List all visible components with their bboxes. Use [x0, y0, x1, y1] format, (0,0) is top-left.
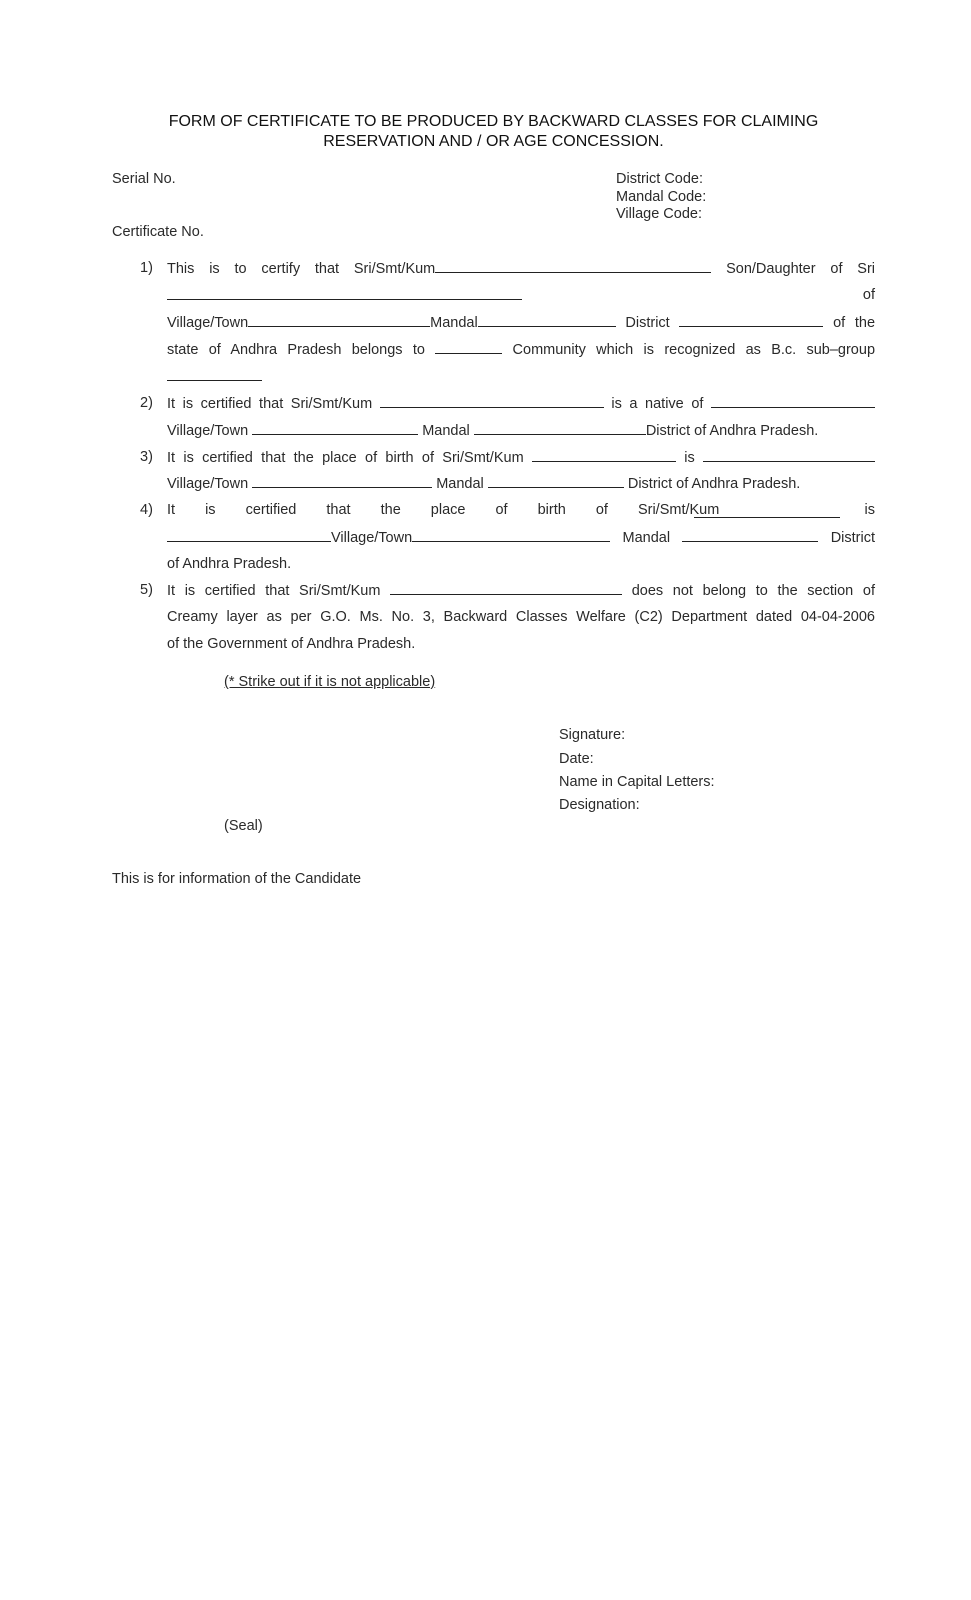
item-3-line-2	[167, 475, 875, 492]
text: Mandal	[422, 423, 470, 439]
text: It is certified that Sri/Smt/Kum	[167, 583, 381, 599]
mandal-blank[interactable]	[488, 475, 624, 488]
text: Village/Town	[167, 423, 249, 439]
text: Son/Daughter of Sri	[726, 261, 876, 277]
item-5-line-2: Creamy layer as per G.O. Ms. No. 3, Backward Classes Welfare (C2) Department dated 04-04-2006	[167, 609, 875, 625]
name-blank[interactable]	[532, 449, 676, 462]
item-number: 1)	[140, 260, 153, 276]
name-blank[interactable]	[694, 505, 840, 518]
seal-label: (Seal)	[224, 818, 263, 834]
text: Mandal	[436, 476, 484, 492]
text: This is to certify that Sri/Smt/Kum	[167, 261, 436, 277]
native-blank[interactable]	[711, 395, 875, 408]
village-code-label: Village Code:	[616, 206, 702, 222]
item-1-line-2	[167, 287, 875, 304]
father-name-blank[interactable]	[167, 287, 522, 300]
text: Village/Town	[331, 530, 413, 546]
item-1-line-1	[167, 260, 875, 277]
village-blank[interactable]	[412, 529, 610, 542]
item-5-line-3: of the Government of Andhra Pradesh.	[167, 636, 416, 652]
text: is	[684, 450, 695, 466]
text: District of Andhra Pradesh.	[645, 423, 819, 439]
item-2-line-1	[167, 395, 875, 412]
item-1-line-4	[167, 341, 875, 358]
text: is	[864, 502, 875, 518]
text: District	[625, 315, 670, 331]
item-4-line-3: of Andhra Pradesh.	[167, 556, 292, 572]
text: It is certified that the place of birth of Sri/Smt/Kum	[167, 450, 524, 466]
text: Mandal	[430, 315, 478, 331]
item-1-line-3	[167, 314, 875, 331]
item-2-line-2	[167, 422, 875, 439]
birthplace-blank[interactable]	[703, 449, 875, 462]
serial-no-label: Serial No.	[112, 171, 176, 187]
name-blank[interactable]	[390, 582, 622, 595]
subgroup-blank[interactable]	[167, 368, 262, 381]
signature-label: Signature:	[559, 727, 626, 743]
designation-label: Designation:	[559, 797, 640, 813]
text: Community which is recognized as B.c. sub–group	[512, 342, 876, 358]
mandal-blank[interactable]	[478, 314, 616, 327]
district-blank[interactable]	[679, 314, 823, 327]
certificate-no-label: Certificate No.	[112, 224, 204, 240]
form-title-line1: FORM OF CERTIFICATE TO BE PRODUCED BY BACKWARD CLASSES FOR CLAIMING	[168, 113, 819, 130]
item-1-line-5	[167, 368, 875, 385]
item-5-line-1	[167, 582, 875, 599]
strike-out-note: (* Strike out if it is not applicable)	[224, 674, 436, 690]
item-4-line-1	[167, 502, 875, 518]
name-blank[interactable]	[435, 260, 711, 273]
footer-note: This is for information of the Candidate	[112, 871, 362, 887]
village-blank[interactable]	[252, 475, 432, 488]
item-4-line-2	[167, 529, 875, 546]
text: It is certified that the place of birth of Sri/Smt/Kum	[167, 502, 720, 518]
date-label: Date:	[559, 751, 594, 767]
item-number: 5)	[140, 582, 153, 598]
text: is a native of	[611, 396, 704, 412]
village-blank[interactable]	[252, 422, 418, 435]
text: Mandal	[622, 530, 671, 546]
community-blank[interactable]	[435, 341, 502, 354]
district-code-label: District Code:	[616, 171, 704, 187]
item-number: 4)	[140, 502, 153, 518]
text: Village/Town	[167, 476, 249, 492]
mandal-code-label: Mandal Code:	[616, 189, 707, 205]
name-capital-label: Name in Capital Letters:	[559, 774, 715, 790]
birthplace-blank[interactable]	[167, 529, 331, 542]
item-3-line-1	[167, 449, 875, 466]
form-title-line2: RESERVATION AND / OR AGE CONCESSION.	[323, 133, 664, 150]
text: does not belong to the section of	[631, 583, 875, 599]
text: state of Andhra Pradesh belongs to	[167, 342, 425, 358]
text: of the	[833, 315, 876, 331]
text: Village/Town	[167, 315, 249, 331]
mandal-blank[interactable]	[474, 422, 646, 435]
name-blank[interactable]	[380, 395, 604, 408]
mandal-blank[interactable]	[682, 529, 818, 542]
item-number: 3)	[140, 449, 153, 465]
text: of	[862, 287, 875, 303]
text: District	[830, 530, 876, 546]
village-blank[interactable]	[248, 314, 430, 327]
text: It is certified that Sri/Smt/Kum	[167, 396, 373, 412]
item-number: 2)	[140, 395, 153, 411]
text: District of Andhra Pradesh.	[627, 476, 801, 492]
